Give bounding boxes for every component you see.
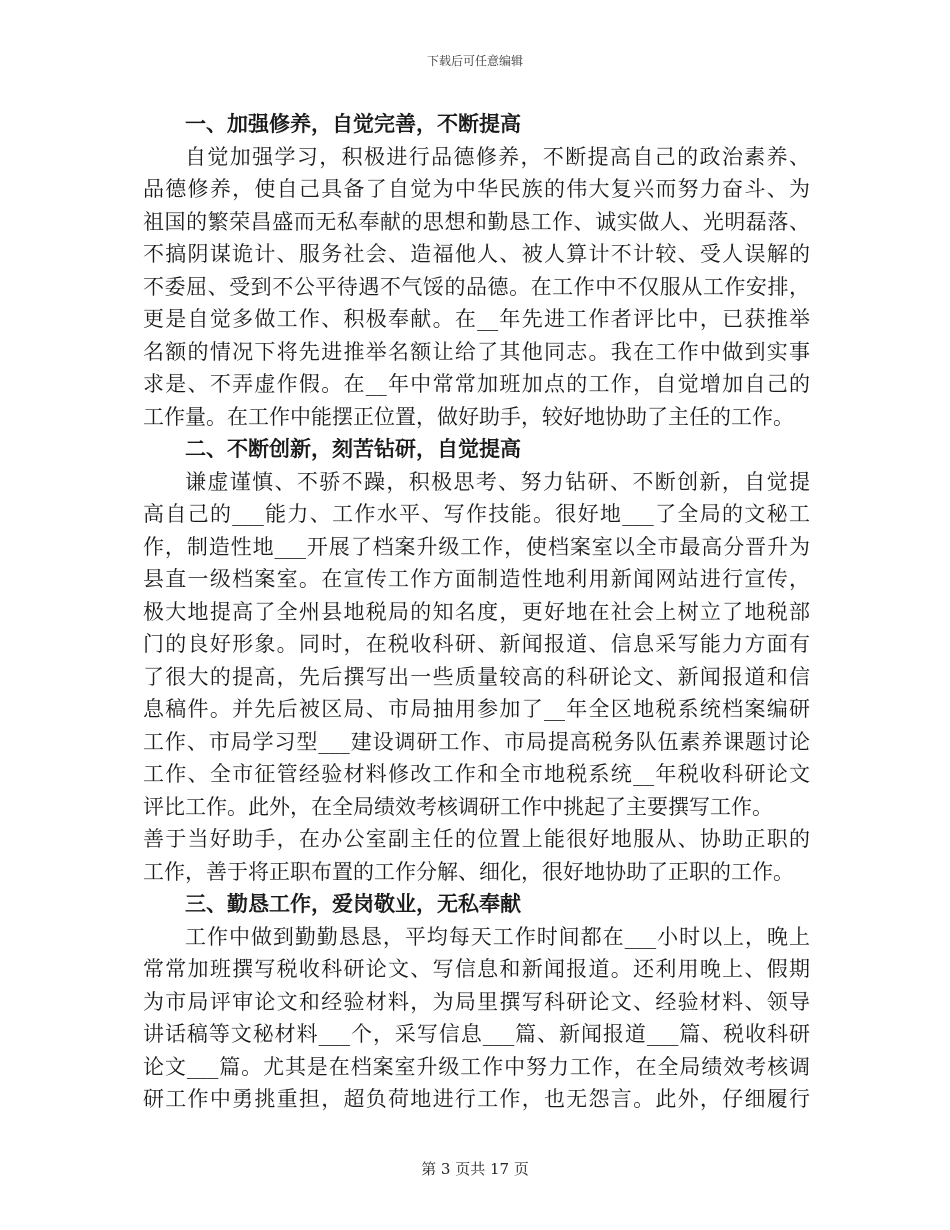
section-heading-3: 三、勤恳工作，爱岗敬业，无私奉献 <box>185 891 521 916</box>
paragraph-line: 论文___篇。尤其是在档案室升级工作中努力工作，在全局绩效考核调 <box>143 1054 810 1079</box>
paragraph-line: 县直一级档案室。在宣传工作方面制造性地利用新闻网站进行宣传， <box>143 567 810 591</box>
paragraph-line: 谦虚谨慎、不骄不躁，积极思考、努力钻研、不断创新，自觉提 <box>185 469 810 494</box>
paragraph-line: 作，制造性地___开展了档案升级工作，使档案室以全市最高分晋升为 <box>143 534 810 559</box>
paragraph-line: 息稿件。并先后被区局、市局抽用参加了__年全区地税系统档案编研 <box>143 697 810 721</box>
document-body <box>143 108 810 1116</box>
paragraph-line: 常常加班撰写税收科研论文、写信息和新闻报道。还利用晚上、假期 <box>143 957 810 981</box>
paragraph-line: 为市局评审论文和经验材料，为局里撰写科研论文、经验材料、领导 <box>143 989 810 1014</box>
paragraph-line: 不委屈、受到不公平待遇不气馁的品德。在工作中不仅服从工作安排， <box>143 274 810 299</box>
paragraph-line: 善于当好助手，在办公室副主任的位置上能很好地服从、协助正职的 <box>143 827 810 851</box>
page-footer: 第 3 页共 17 页 <box>421 1160 529 1178</box>
paragraph-line: 评比工作。此外，在全局绩效考核调研工作中挑起了主要撰写工作。 <box>143 794 773 819</box>
paragraph-line: 工作量。在工作中能摆正位置，做好助手，较好地协助了主任的工作。 <box>143 404 794 429</box>
paragraph-line: 工作中做到勤勤恳恳，平均每天工作时间都在___小时以上，晚上 <box>185 924 810 949</box>
paragraph-line: 祖国的繁荣昌盛而无私奉献的思想和勤恳工作、诚实做人、光明磊落、 <box>143 209 810 234</box>
paragraph-line: 工作、全市征管经验材料修改工作和全市地税系统__年税收科研论文 <box>143 762 810 786</box>
paragraph-line: 品德修养，使自己具备了自觉为中华民族的伟大复兴而努力奋斗、为 <box>143 177 810 201</box>
paragraph-line: 求是、不弄虚作假。在__年中常常加班加点的工作，自觉增加自己的 <box>143 372 810 396</box>
paragraph-line: 了很大的提高，先后撰写出一些质量较高的科研论文、新闻报道和信 <box>143 664 810 689</box>
paragraph-line: 门的良好形象。同时，在税收科研、新闻报道、信息采写能力方面有 <box>143 632 810 656</box>
paragraph-line: 更是自觉多做工作、积极奉献。在__年先进工作者评比中，已获推举 <box>143 307 810 331</box>
paragraph-line: 名额的情况下将先进推举名额让给了其他同志。我在工作中做到实事 <box>143 339 810 364</box>
section-heading-1: 一、加强修养，自觉完善，不断提高 <box>185 111 521 136</box>
paragraph-line: 研工作中勇挑重担，超负荷地进行工作，也无怨言。此外，仔细履行 <box>143 1087 810 1111</box>
paragraph-line: 工作，善于将正职布置的工作分解、细化，很好地协助了正职的工作。 <box>143 859 794 884</box>
paragraph-line: 不搞阴谋诡计、服务社会、造福他人、被人算计不计较、受人误解的 <box>143 242 810 266</box>
paragraph-line: 工作、市局学习型___建设调研工作、市局提高税务队伍素养课题讨论 <box>143 729 810 754</box>
paragraph-line: 高自己的___能力、工作水平、写作技能。很好地___了全局的文秘工 <box>143 502 810 526</box>
paragraph-line: 极大地提高了全州县地税局的知名度，更好地在社会上树立了地税部 <box>143 599 810 624</box>
section-heading-2: 二、不断创新，刻苦钻研，自觉提高 <box>185 436 521 461</box>
paragraph-line: 讲话稿等文秘材料___个，采写信息___篇、新闻报道___篇、税收科研 <box>143 1022 810 1046</box>
paragraph-line: 自觉加强学习，积极进行品德修养，不断提高自己的政治素养、 <box>185 144 810 169</box>
header-note: 下载后可任意编辑 <box>426 54 523 68</box>
